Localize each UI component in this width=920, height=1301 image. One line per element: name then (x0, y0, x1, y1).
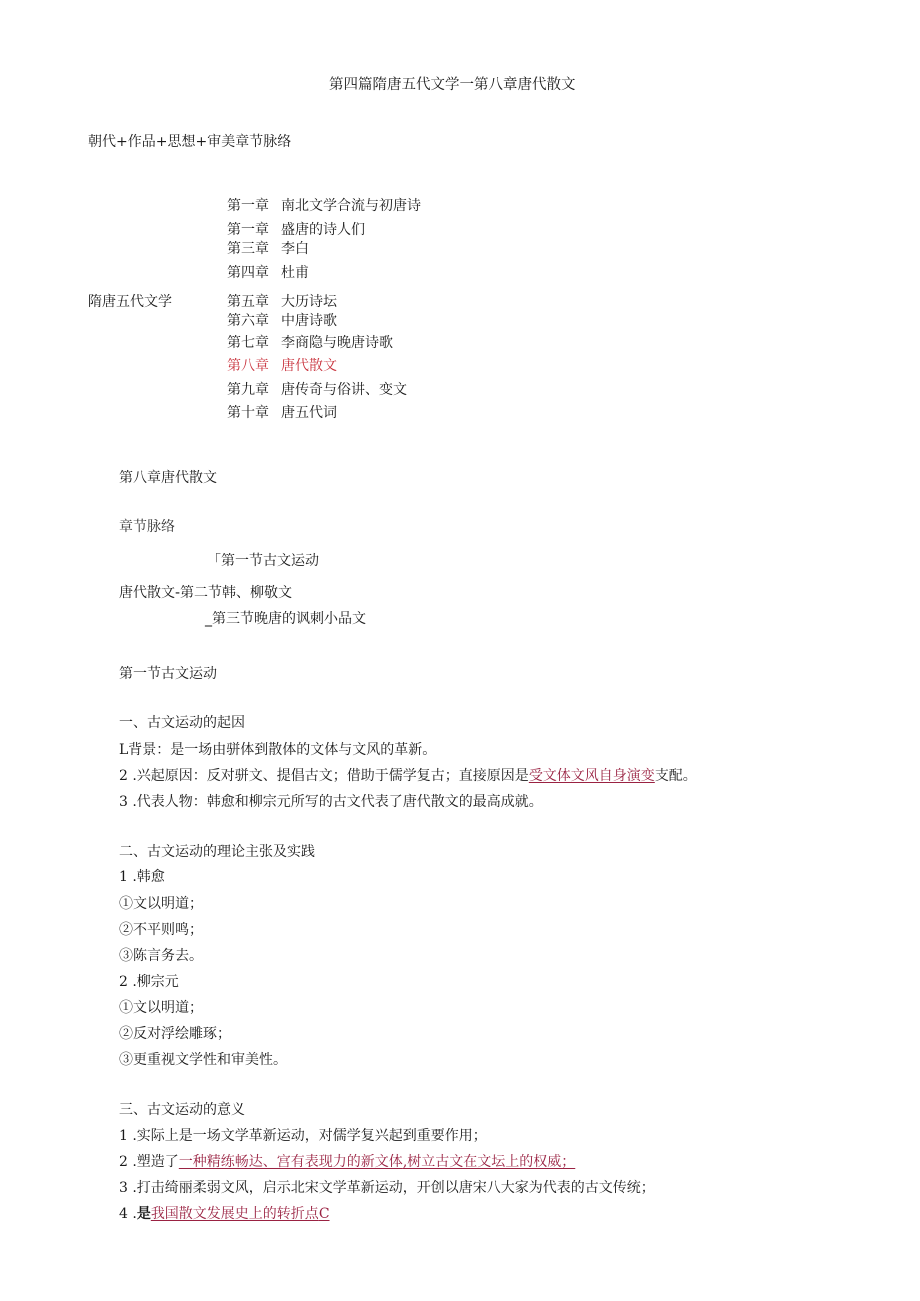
chapter-number: 第一章 (227, 198, 269, 214)
item-text: 2 .兴起原因：反对骈文、提倡古文；借助于儒学复古；直接原因是 (119, 768, 529, 784)
chapter-number: 第九章 (227, 382, 269, 398)
outline-chapter (227, 262, 309, 282)
liu-zongyuan-label: 2 .柳宗元 (119, 974, 179, 990)
section-heading: 第一节古文运动 (119, 666, 217, 682)
outline-chapter (227, 310, 337, 330)
chapter-number: 第八章 (227, 358, 269, 374)
structure-label: 章节脉络 (119, 519, 175, 535)
chapter-heading: 第八章唐代散文 (119, 470, 217, 486)
han-yu-label: 1 .韩愈 (119, 869, 165, 885)
outline-chapter (227, 195, 421, 215)
liu-zongyuan-point: ①文以明道； (119, 1000, 203, 1016)
highlight-text: 受文体文风自身演变 (528, 768, 655, 784)
chapter-name: 中唐诗歌 (281, 313, 337, 329)
chapter-name: 李白 (281, 241, 309, 257)
part3-heading: 三、古文运动的意义 (119, 1102, 245, 1118)
item-text: 4 . (119, 1206, 137, 1222)
chapter-number: 第七章 (227, 335, 269, 351)
item-text: 支配。 (654, 768, 697, 784)
chapter-number: 第六章 (227, 313, 269, 329)
highlight-text: 一种精练畅达、宫有表现力的新文体 (178, 1154, 403, 1170)
chapter-name: 唐五代词 (281, 405, 337, 421)
part3-item (119, 1203, 330, 1223)
outline-chapter (227, 379, 407, 399)
tree-line-1: 「第一节古文运动 (207, 553, 319, 569)
chapter-name: 南北文学合流与初唐诗 (281, 198, 421, 214)
outline-chapter (227, 219, 365, 239)
outline-chapter (227, 402, 337, 422)
chapter-name: 杜甫 (281, 265, 309, 281)
tree-line-3: _第三节晚唐的讽刺小品文 (205, 611, 366, 627)
item-text: 2 .塑造了 (119, 1154, 179, 1170)
page-title: 第四篇隋唐五代文学一第八章唐代散文 (329, 77, 576, 93)
outline-chapter (227, 238, 309, 258)
part1-item: 3 .代表人物：韩愈和柳宗元所写的古文代表了唐代散文的最高成就。 (119, 794, 543, 810)
part1-heading: 一、古文运动的起因 (119, 715, 245, 731)
chapter-number: 第三章 (227, 241, 269, 257)
part2-heading: 二、古文运动的理论主张及实践 (119, 844, 315, 860)
chapter-number: 第十章 (227, 405, 269, 421)
liu-zongyuan-point: ③更重视文学性和审美性。 (119, 1052, 287, 1068)
chapter-number: 第四章 (227, 265, 269, 281)
outline-group-label: 隋唐五代文学 (88, 294, 172, 310)
chapter-name: 唐传奇与俗讲、变文 (281, 382, 407, 398)
chapter-name: 大历诗坛 (281, 294, 337, 310)
page-subtitle: 朝代+作品+思想+审美章节脉络 (88, 134, 292, 150)
han-yu-point: ①文以明道； (119, 896, 203, 912)
outline-chapter-current (227, 355, 337, 375)
item-text: C (318, 1206, 330, 1222)
liu-zongyuan-point: ②反对浮绘雕琢； (119, 1026, 231, 1042)
item-text: 是 (136, 1206, 151, 1222)
part3-item (119, 1151, 575, 1171)
part3-item: 1 .实际上是一场文学革新运动，对儒学复兴起到重要作用； (119, 1128, 487, 1144)
chapter-number: 第五章 (227, 294, 269, 310)
tree-line-2: 唐代散文-第二节韩、柳敬文 (119, 585, 293, 601)
chapter-name: 盛唐的诗人们 (281, 222, 365, 238)
part1-item: L背景：是一场由骈体到散体的文体与文风的革新。 (119, 742, 437, 758)
chapter-name: 李商隐与晚唐诗歌 (281, 335, 393, 351)
chapter-number: 第一章 (227, 222, 269, 238)
outline-chapter (227, 332, 393, 352)
part1-item (119, 765, 697, 785)
han-yu-point: ②不平则鸣； (119, 922, 203, 938)
highlight-text: 我国散文发展史上的转折点 (150, 1206, 319, 1222)
chapter-name: 唐代散文 (281, 358, 337, 374)
item-text: ,树立古文在文坛上的权威； (402, 1154, 576, 1170)
han-yu-point: ③陈言务去。 (119, 948, 203, 964)
outline-chapter (227, 291, 337, 311)
part3-item: 3 .打击绮丽柔弱文风，启示北宋文学革新运动，开创以唐宋八大家为代表的古文传统； (119, 1180, 655, 1196)
